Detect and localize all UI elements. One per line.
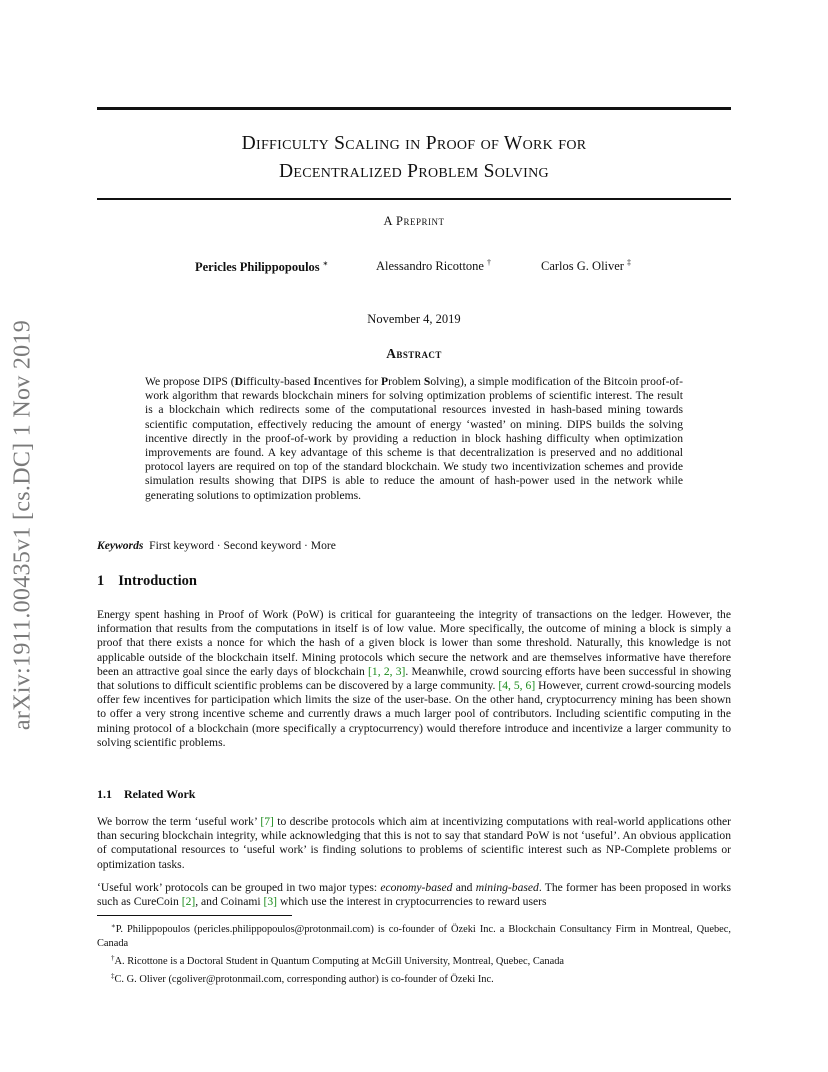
author-1 <box>195 258 328 275</box>
footnotes <box>97 919 731 987</box>
introduction-paragraph: Energy spent hashing in Proof of Work (PoW) is critical for guaranteeing the integrity of transactions on the ledger. However, the information that results from the computations in itself is of low value. More specifically, the outcome of mining a block is simply a proof that there exists a nonce for which the hash of a given block is lower than some threshold. Naturally, this knowledge is not applicable outside of the blockchain itself. Mining protocols which secure the network and are themselves informative have therefore been an attractive goal since the early days of blockchain [1, 2, 3]. Meanwhile, crowd sourcing efforts have been successful in showing that solutions to difficult scientific problems can be discovered by a large community. [4, 5, 6] However, current crowd-sourcing models offer few incentives for participation which limits the size of the user-base. On the other hand, cryptocurrency mining has been shown to offer a very strong incentive scheme and currently draws a much larger pool of contributors. Including scientific computing in the mining protocol of a blockchain (more specifically a cryptocurrency) would therefore introduce and incentivize a larger community to solving scientific problems. <box>97 608 732 749</box>
footnote-rule <box>97 915 292 916</box>
top-rule <box>97 107 731 110</box>
citation-link[interactable]: [7] <box>260 815 274 828</box>
section-number: 1 <box>97 573 105 589</box>
subsection-heading-related-work <box>97 787 195 802</box>
citation-link[interactable]: [3] <box>263 895 278 909</box>
footnote-1: ∗P. Philippopoulos (pericles.philippopoulos@protonmail.com) is co-founder of Özeki Inc. a Blockchain Consultancy Firm in Montreal, Quebec, Canada <box>97 922 731 949</box>
author-name: Carlos G. Oliver <box>541 259 624 273</box>
citation-link[interactable]: [1, 2, 3] <box>368 664 406 678</box>
section-title: Introduction <box>118 573 197 589</box>
keywords-list: First keyword · Second keyword · More <box>149 539 336 552</box>
arxiv-identifier: arXiv:1911.00435v1 [cs.DC] 1 Nov 2019 <box>9 319 36 731</box>
related-work-paragraph-1: We borrow the term ‘useful work’ [7] to describe protocols which aim at incentivizing computations with real-world applications other than securing blockchain integrity, while acknowledging that this is not to say that standard PoW is not ‘useful’. An obvious application of computational resources to ‘useful work’ is finding solutions to problems of scientific interest such as NP-Complete problems or optimization tasks. <box>97 815 731 871</box>
abstract-text: We propose DIPS (Difficulty-based Incentives for Problem Solving), a simple modification of the Bitcoin proof-of-work algorithm that rewards blockchain miners for solving optimization problems of scientific interest. The result is a blockchain which redirects some of the computational resources invested in hash-based mining towards scientific computation, effectively reducing the amount of energy ‘wasted’ on mining. DIPS builds the solving incentive directly in the proof-of-work by providing a reduction in block hashing difficulty when optimization improvements are found. A key advantage of this scheme is that decentralization is preserved and no additional protocol layers are required on top of the standard blockchain. We study two incentivization schemes and provide simulation results showing that DIPS is able to reduce the amount of hash-power used in the network while generating solutions to optimization problems. <box>145 375 683 502</box>
arxiv-sidebar <box>5 290 41 760</box>
title-line-1: Difficulty Scaling in Proof of Work for <box>241 133 587 154</box>
subsection-number: 1.1 <box>97 787 112 801</box>
related-work-paragraph-2: ‘Useful work’ protocols can be grouped in two major types: economy-based and mining-based. The former has been proposed in works such as CureCoin [2], and Coinami [3] which use the interest in cryptocurrencies to reward users <box>97 881 731 909</box>
keywords-line <box>97 539 336 552</box>
section-heading-introduction <box>97 573 197 590</box>
citation-link[interactable]: [4, 5, 6] <box>498 679 536 693</box>
keywords-label: Keywords <box>97 539 144 552</box>
footnote-3: ‡C. G. Oliver (cgoliver@protonmail.com, corresponding author) is co-founder of Özeki Inc. <box>111 972 494 985</box>
author-mark: † <box>486 258 491 267</box>
citation-link[interactable]: [2] <box>181 895 196 909</box>
author-mark: ‡ <box>626 258 631 267</box>
publication-date: November 4, 2019 <box>367 312 461 326</box>
title-line-2: Decentralized Problem Solving <box>279 161 549 182</box>
author-3 <box>541 258 631 274</box>
subsection-title: Related Work <box>124 787 196 801</box>
abstract-heading: Abstract <box>386 346 442 361</box>
author-2 <box>376 258 491 274</box>
paper-title <box>97 130 731 186</box>
author-mark: ∗ <box>322 259 329 268</box>
preprint-label: A Preprint <box>383 214 445 228</box>
footnote-2: †A. Ricottone is a Doctoral Student in Quantum Computing at McGill University, Montreal, Quebec, Canada <box>111 954 565 967</box>
author-name: Pericles Philippopoulos <box>195 260 320 274</box>
title-bottom-rule <box>97 198 731 200</box>
author-name: Alessandro Ricottone <box>376 259 484 273</box>
